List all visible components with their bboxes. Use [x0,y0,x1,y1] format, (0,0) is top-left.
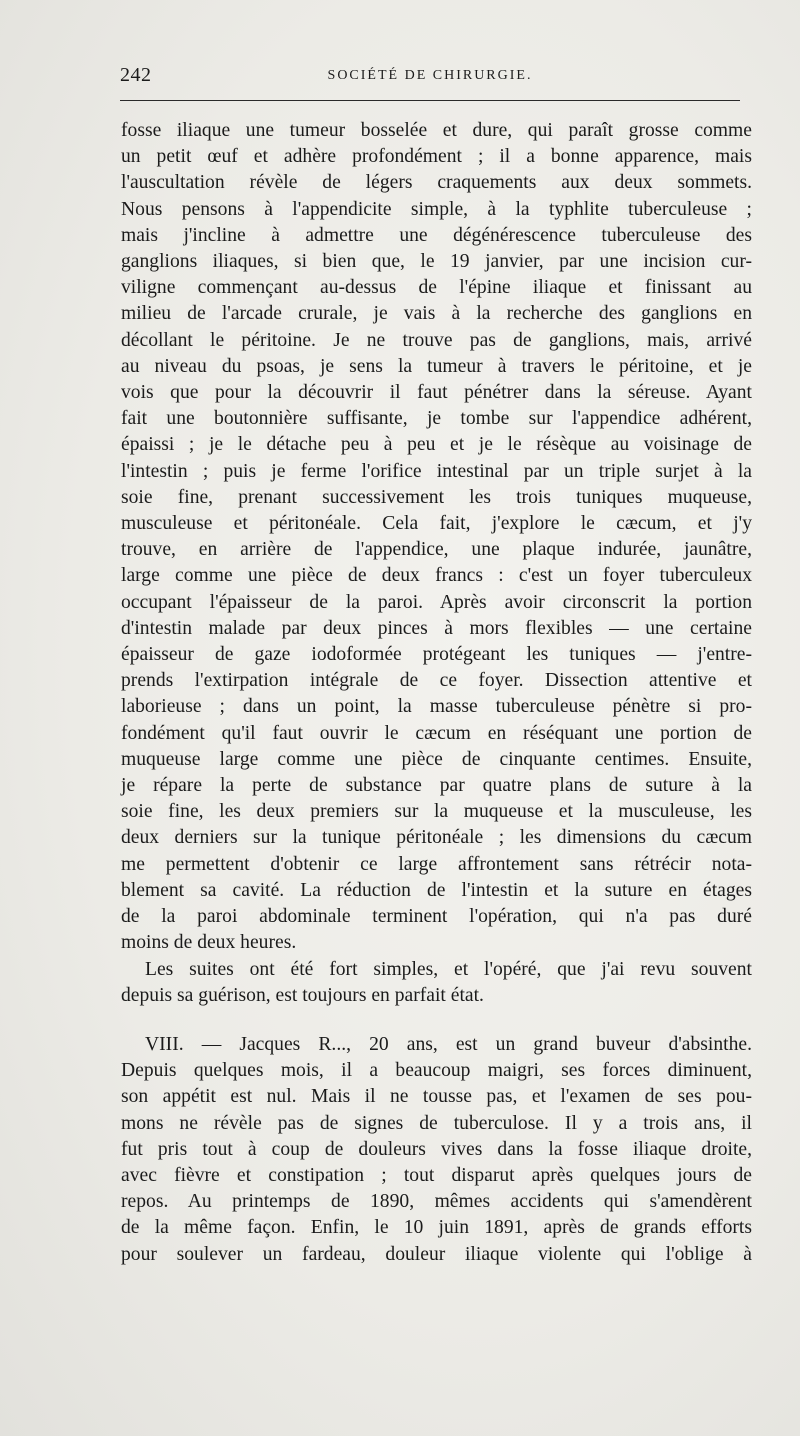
text-line: deux derniers sur la tunique péritonéale ; les dimensions du cæcum [121,827,752,849]
text-line: soie fine, prenant successivement les trois tuniques muqueuse, [121,486,752,508]
text-line: fosse iliaque une tumeur bosselée et dure, qui paraît grosse comme [121,120,752,141]
text-line: un petit œuf et adhère profondément ; il a bonne apparence, mais [121,146,752,168]
text-line: fondément qu'il faut ouvrir le cæcum en réséquant une portion de [121,722,752,744]
text-line: Les suites ont été fort simples, et l'opéré, que j'ai revu souvent [145,958,752,980]
text-line: mais j'incline à admettre une dégénérescence tuberculeuse des [121,224,752,246]
text-line: vois que pour la découvrir il faut pénétrer dans la séreuse. Ayant [121,382,752,404]
text-line: large comme une pièce de deux francs : c'est un foyer tuberculeux [121,565,752,587]
text-line: ganglions iliaques, si bien que, le 19 janvier, par une incision cur- [121,251,752,273]
text-line: laborieuse ; dans un point, la masse tuberculeuse pénètre si pro- [121,696,752,718]
text-line: soie fine, les deux premiers sur la muqueuse et la musculeuse, les [121,801,752,823]
text-line: Depuis quelques mois, il a beaucoup maigri, ses forces diminuent, [121,1060,752,1082]
paragraph-2 [121,957,752,1009]
text-line: repos. Au printemps de 1890, mêmes accidents qui s'amendèrent [121,1191,752,1213]
text-line: épaisseur de gaze iodoformée protégeant les tuniques — j'entre- [121,644,752,666]
paragraph-3 [121,1032,752,1268]
text-line: l'intestin ; puis je ferme l'orifice intestinal par un triple surjet à la [121,460,752,482]
text-line: me permettent d'obtenir ce large affrontement sans rétrécir nota- [121,853,752,875]
body-text [121,118,752,1268]
text-line: mons ne révèle pas de signes de tuberculose. Il y a trois ans, il [121,1112,752,1134]
text-line: musculeuse et péritonéale. Cela fait, j'explore le cæcum, et j'y [121,513,752,535]
text-line: trouve, en arrière de l'appendice, une plaque indurée, jaunâtre, [121,539,752,561]
text-line: avec fièvre et constipation ; tout disparut après quelques jours de [121,1164,752,1186]
text-line: d'intestin malade par deux pinces à mors flexibles — une certaine [121,617,752,639]
text-line: l'auscultation révèle de légers craquements aux deux sommets. [121,172,752,194]
text-line: de la paroi abdominale terminent l'opération, qui n'a pas duré [121,906,752,928]
text-line: depuis sa guérison, est toujours en parfait état. [121,984,484,1006]
text-line: Nous pensons à l'appendicite simple, à la typhlite tuberculeuse ; [121,198,752,220]
text-line: muqueuse large comme une pièce de cinquante centimes. Ensuite, [121,748,752,770]
text-line: je répare la perte de substance par quatre plans de suture à la [121,775,752,797]
header-rule [120,100,740,101]
page-number: 242 [120,64,152,86]
text-line: de la même façon. Enfin, le 10 juin 1891, après de grands efforts [121,1217,752,1239]
text-line: pour soulever un fardeau, douleur iliaque violente qui l'oblige à [121,1243,752,1265]
page-header [120,64,740,94]
text-line: son appétit est nul. Mais il ne tousse pas, et l'examen de ses pou- [121,1086,752,1108]
text-line: fut pris tout à coup de douleurs vives dans la fosse iliaque droite, [121,1138,752,1160]
text-line: épaissi ; je le détache peu à peu et je le résèque au voisinage de [121,434,752,456]
text-line: fait une boutonnière suffisante, je tombe sur l'appendice adhérent, [121,408,752,430]
text-line: décollant le péritoine. Je ne trouve pas de ganglions, mais, arrivé [121,329,752,351]
running-head: SOCIÉTÉ DE CHIRURGIE. [327,68,533,83]
text-line: occupant l'épaisseur de la paroi. Après avoir circonscrit la portion [121,591,752,613]
text-line: prends l'extirpation intégrale de ce foyer. Dissection attentive et [121,670,752,692]
paragraph-1 [121,118,752,957]
text-line: VIII. — Jacques R..., 20 ans, est un grand buveur d'absinthe. [145,1033,752,1055]
text-line: au niveau du psoas, je sens la tumeur à travers le péritoine, et je [121,355,752,377]
text-line: moins de deux heures. [121,932,297,954]
text-line: blement sa cavité. La réduction de l'intestin et la suture en étages [121,879,752,901]
text-line: viligne commençant au-dessus de l'épine iliaque et finissant au [121,277,752,299]
text-line: milieu de l'arcade crurale, je vais à la recherche des ganglions en [121,303,752,325]
